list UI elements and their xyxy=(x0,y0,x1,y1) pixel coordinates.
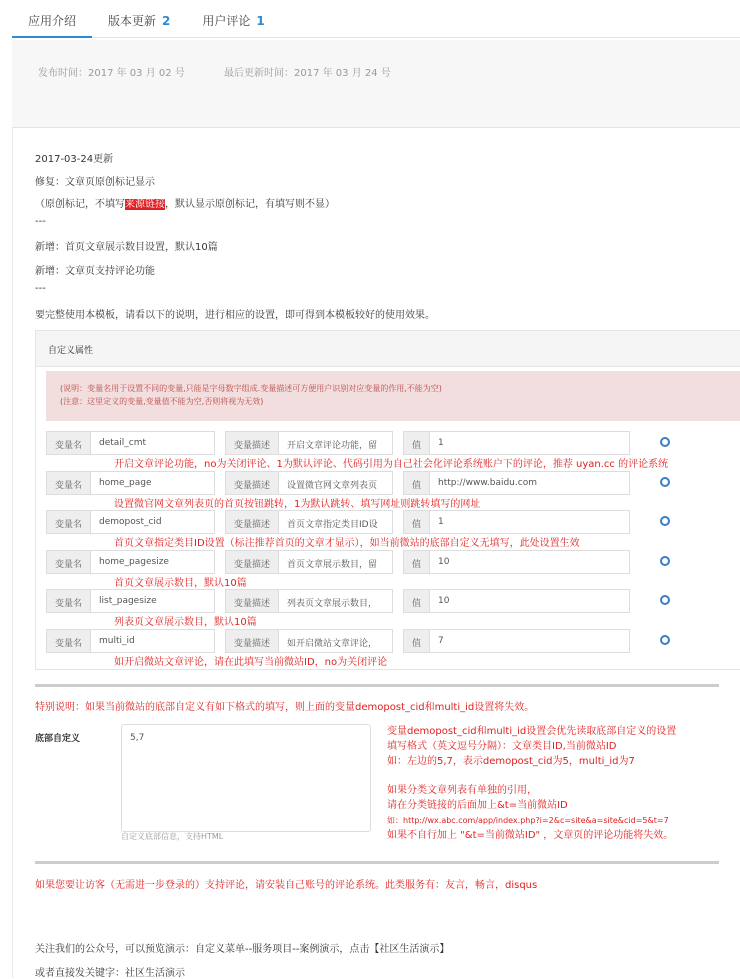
desc-input[interactable]: 如开启微站文章评论， xyxy=(279,629,393,653)
follow-text: 关注我们的公众号，可以预览演示：自定义菜单--服务项目--案例演示，点击【社区生活演示】 xyxy=(35,944,450,955)
note-line: 请在分类链接的后面加上&t=当前微站ID xyxy=(387,800,568,811)
special-title: 特别说明：如果当前微站的底部自定义有如下格式的填写，则上面的变量demopost_cid和multi_id设置将失效。 xyxy=(35,702,535,713)
highlight: 来源链接 xyxy=(125,199,165,210)
update-time: 最后更新时间：2017 年 03 月 24 号 xyxy=(223,68,391,79)
note-line: 如：左边的5,7，表示demopost_cid为5，multi_id为7 xyxy=(387,756,635,767)
desc-label: 变量描述 xyxy=(225,510,279,534)
value-label: 值 xyxy=(403,471,430,495)
desc-input[interactable]: 开启文章评论功能，留 xyxy=(279,431,393,455)
row-note: 首页文章指定类目ID设置（标注推荐首页的文章才显示），如当前微站的底部自定义无填写，此处设置生效 xyxy=(114,538,580,549)
divider xyxy=(35,861,719,864)
name-input[interactable]: multi_id xyxy=(91,629,215,653)
value-label: 值 xyxy=(403,550,430,574)
text: ，默认显示原创标记，有填写则不显） xyxy=(165,199,335,210)
value-label: 值 xyxy=(403,629,430,653)
name-label: 变量名 xyxy=(46,431,91,455)
text: （原创标记，不填写 xyxy=(35,199,125,210)
changelog-date: 2017-03-24更新 xyxy=(35,154,114,165)
tab-count: 2 xyxy=(162,14,171,28)
desc-input[interactable]: 列表页文章展示数目， xyxy=(279,589,393,613)
name-input[interactable]: home_pagesize xyxy=(91,550,215,574)
attribute-row xyxy=(46,471,630,495)
desc-label: 变量描述 xyxy=(225,629,279,653)
note-line: 变量demopost_cid和multi_id设置会优先读取底部自定义的设置 xyxy=(387,726,677,737)
attribute-row xyxy=(46,629,630,653)
value-label: 值 xyxy=(403,431,430,455)
tab-user-comments[interactable] xyxy=(186,0,280,38)
changelog-add: 新增：文章页支持评论功能 xyxy=(35,266,155,277)
custom-attributes-panel xyxy=(35,330,740,670)
value-input[interactable]: 1 xyxy=(430,510,630,534)
alert-line: (注意：这里定义的变量,变量值不能为空,否则将视为无效) xyxy=(60,397,264,406)
name-label: 变量名 xyxy=(46,589,91,613)
value-input[interactable]: 10 xyxy=(430,589,630,613)
name-input[interactable]: home_page xyxy=(91,471,215,495)
tab-label: 应用介绍 xyxy=(28,14,77,28)
tab-label: 版本更新 xyxy=(108,14,157,28)
footer-textarea[interactable]: 5,7 xyxy=(121,724,371,832)
divider xyxy=(35,684,719,687)
note-line: 如果分类文章列表有单独的引用， xyxy=(387,785,537,796)
attribute-row xyxy=(46,589,630,613)
alert-box xyxy=(46,371,740,421)
value-input[interactable]: 1 xyxy=(430,431,630,455)
publish-time: 发布时间：2017 年 03 月 02 号 xyxy=(38,68,185,79)
row-note: 如开启微站文章评论，请在此填写当前微站ID，no为关闭评论 xyxy=(114,656,388,668)
footer-label: 底部自定义 xyxy=(35,734,81,744)
attribute-row xyxy=(46,431,630,455)
add-circle-icon[interactable] xyxy=(660,595,670,605)
note-line: 如：http://wx.abc.com/app/index.php?i=2&c=site&a=site&cid=5&t=7 xyxy=(387,816,669,825)
value-input[interactable]: 7 xyxy=(430,629,630,653)
desc-input[interactable]: 首页文章展示数目，留 xyxy=(279,550,393,574)
desc-label: 变量描述 xyxy=(225,550,279,574)
name-input[interactable]: list_pagesize xyxy=(91,589,215,613)
meta-bar xyxy=(12,40,740,128)
note-line: 填写格式（英文逗号分隔）：文章类目ID,当前微站ID xyxy=(387,741,617,752)
name-label: 变量名 xyxy=(46,471,91,495)
separator: --- xyxy=(35,283,46,294)
follow-text: 或者直接发关键字：社区生活演示 xyxy=(35,968,185,979)
name-input[interactable]: detail_cmt xyxy=(91,431,215,455)
add-circle-icon[interactable] xyxy=(660,516,670,526)
name-input[interactable]: demopost_cid xyxy=(91,510,215,534)
name-label: 变量名 xyxy=(46,629,91,653)
desc-label: 变量描述 xyxy=(225,589,279,613)
desc-input[interactable]: 设置微官网文章列表页 xyxy=(279,471,393,495)
tab-label: 用户评论 xyxy=(202,14,251,28)
panel-title: 自定义属性 xyxy=(36,331,740,367)
attribute-row xyxy=(46,510,630,534)
desc-input[interactable]: 首页文章指定类目ID设 xyxy=(279,510,393,534)
add-circle-icon[interactable] xyxy=(660,556,670,566)
alert-line: (说明：变量名用于设置不同的变量,只能是字母数字组成.变量描述可方便用户识别对应变量的作用,不能为空) xyxy=(60,384,442,393)
name-label: 变量名 xyxy=(46,510,91,534)
content xyxy=(12,128,740,978)
desc-label: 变量描述 xyxy=(225,431,279,455)
row-note: 设置微官网文章列表页的首页按钮跳转，1为默认跳转、填写网址则跳转填写的网址 xyxy=(114,498,481,510)
row-note: 首页文章展示数目，默认10篇 xyxy=(114,577,247,589)
add-circle-icon[interactable] xyxy=(660,437,670,447)
value-input[interactable]: http://www.baidu.com xyxy=(430,471,630,495)
changelog-add: 新增：首页文章展示数目设置，默认10篇 xyxy=(35,242,218,253)
name-label: 变量名 xyxy=(46,550,91,574)
special-notes xyxy=(387,724,676,843)
value-label: 值 xyxy=(403,589,430,613)
tab-bar xyxy=(12,0,740,38)
value-label: 值 xyxy=(403,510,430,534)
attribute-row xyxy=(46,550,630,574)
changelog-note xyxy=(35,195,335,210)
tab-count: 1 xyxy=(256,14,265,28)
separator: --- xyxy=(35,216,46,227)
desc-label: 变量描述 xyxy=(225,471,279,495)
add-circle-icon[interactable] xyxy=(660,635,670,645)
intro-text: 要完整使用本模板，请看以下的说明，进行相应的设置，即可得到本模板较好的使用效果。 xyxy=(35,310,435,321)
value-input[interactable]: 10 xyxy=(430,550,630,574)
tab-app-intro[interactable] xyxy=(12,0,92,38)
visitor-text: 如果您要让访客（无需进一步登录的）支持评论，请安装自己账号的评论系统。此类服务有：友言，畅言，disqus xyxy=(35,880,538,891)
add-circle-icon[interactable] xyxy=(660,477,670,487)
footer-help: 自定义底部信息，支持HTML xyxy=(121,832,224,841)
row-note: 开启文章评论功能，no为关闭评论、1为默认评论、代码引用为自己社会化评论系统账户下的评论，推荐 uyan.cc 的评论系统 xyxy=(114,459,669,470)
row-note: 列表页文章展示数目，默认10篇 xyxy=(114,617,257,628)
changelog-fix: 修复：文章页原创标记显示 xyxy=(35,177,155,188)
note-line: 如果不自行加上 "&t=当前微站ID" ，文章页的评论功能将失效。 xyxy=(387,830,674,841)
tab-version-updates[interactable] xyxy=(92,0,186,38)
